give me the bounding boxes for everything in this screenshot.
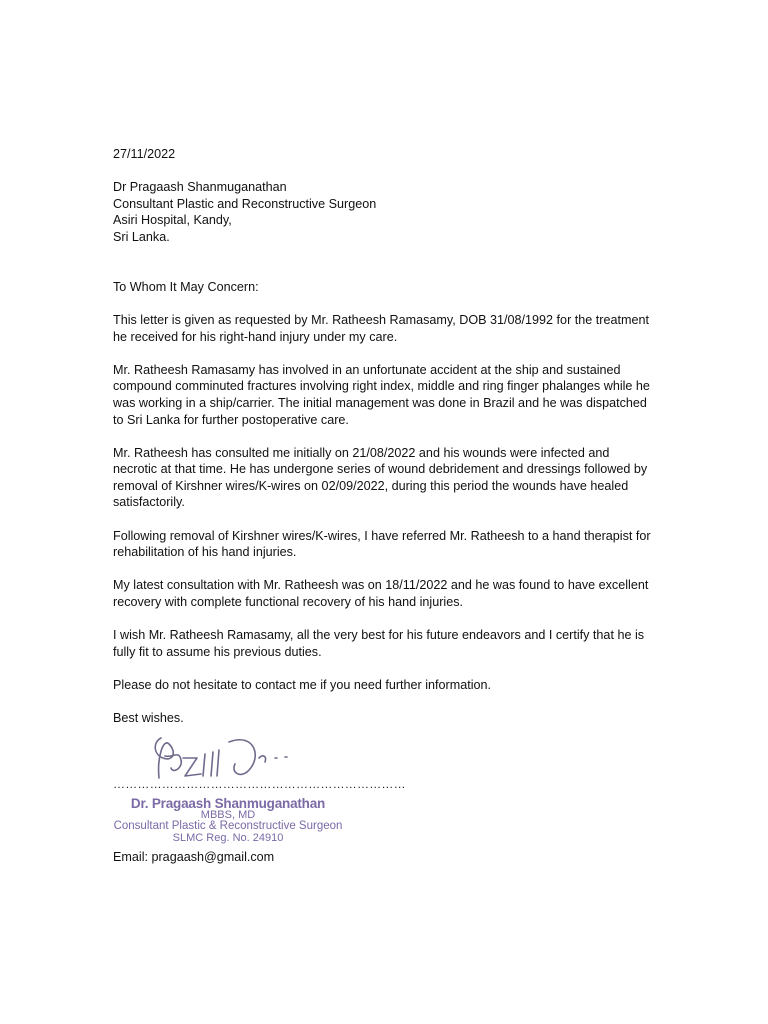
paragraph-treatment: Mr. Ratheesh has consulted me initially on 21/08/2022 and his wounds were infected and necrotic at that time. He has undergone series of wound debridement and dressings followed by removal of Kirshner wires/K-wires on 02/09/2022, during this period the wounds have healed satisfactorily. <box>113 445 648 510</box>
sender-country: Sri Lanka. <box>113 229 170 244</box>
paragraph-referral: Following removal of Kirshner wires/K-wires, I have referred Mr. Ratheesh to a hand therapist for rehabilitation of his hand injuries. <box>113 528 651 560</box>
sender-name: Dr Pragaash Shanmuganathan <box>113 180 287 195</box>
letter-body <box>113 146 653 727</box>
salutation: To Whom It May Concern: <box>113 279 259 294</box>
paragraph-contact: Please do not hesitate to contact me if you need further information. <box>113 678 492 692</box>
letter-date: 27/11/2022 <box>113 147 176 161</box>
paragraph-accident: Mr. Ratheesh Ramasamy has involved in an unfortunate accident at the ship and sustained compound comminuted fractures involving right index, middle and ring finger phalanges while he was working in a ship/carrier. The initial management was done in Brazil and he was dispatched to Sri Lanka for further postoperative care. <box>113 362 650 427</box>
stamp-name: Dr. Pragaash Shanmuganathan <box>130 796 326 811</box>
signature-block <box>113 728 406 844</box>
contact-email: Email: pragaash@gmail.com <box>113 850 275 864</box>
paragraph-request: This letter is given as requested by Mr. Ratheesh Ramasamy, DOB 31/08/1992 for the treatment he received for his right-hand injury under my care. <box>113 312 649 344</box>
signature-line: ……………………………………………………………… <box>113 777 406 791</box>
stamp-degree: MBBS, MD <box>200 808 256 821</box>
closing: Best wishes. <box>113 711 184 726</box>
sender-hospital: Asiri Hospital, Kandy, <box>113 213 232 228</box>
paragraph-recovery: My latest consultation with Mr. Ratheesh was on 18/11/2022 and he was found to have excellent recovery with complete functional recovery of his hand injuries. <box>113 578 649 610</box>
sender-position: Consultant Plastic and Reconstructive Surgeon <box>113 196 377 211</box>
stamp-title: Consultant Plastic & Reconstructive Surgeon <box>113 820 343 832</box>
stamp-registration: SLMC Reg. No. 24910 <box>172 831 284 844</box>
doctor-stamp <box>113 798 343 844</box>
paragraph-certification: I wish Mr. Ratheesh Ramasamy, all the very best for his future endeavors and I certify that he is fully fit to assume his previous duties. <box>113 628 645 659</box>
